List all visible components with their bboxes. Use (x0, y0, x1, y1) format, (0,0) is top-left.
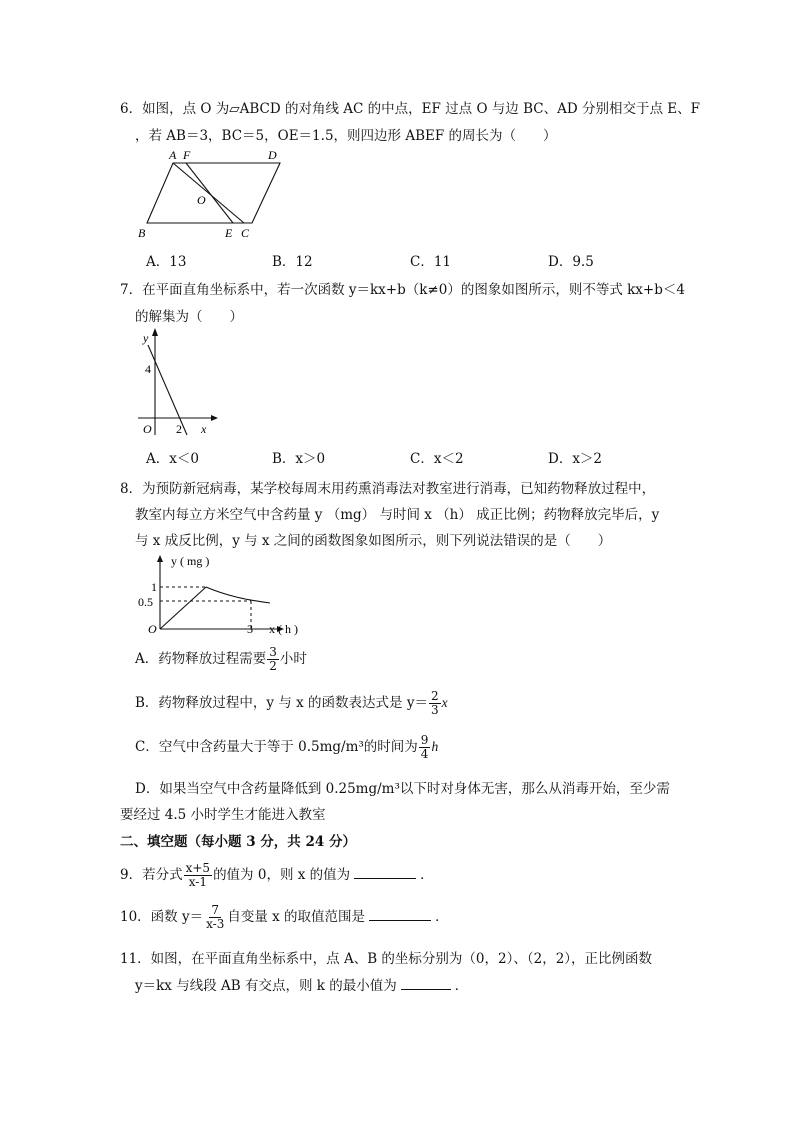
q6-parallelogram-figure (135, 145, 295, 245)
fraction-numerator: 2 (430, 689, 439, 703)
parallelogram-abcd (147, 163, 280, 223)
tick-1-label: 1 (151, 580, 157, 594)
q8-option-a-text: A．药物释放过程需要 (135, 651, 267, 667)
label-f: F (183, 148, 191, 162)
q8-option-a-fraction (267, 646, 279, 673)
q8-option-b (135, 690, 448, 717)
q10-text: 10．函数 y＝ (120, 909, 204, 925)
label-d: D (268, 148, 277, 162)
q9-end: ． (420, 867, 434, 883)
diagonal-ac (173, 163, 244, 223)
q8-option-b-suffix: x (441, 695, 448, 710)
origin-label: O (148, 622, 157, 636)
q8-option-c-text: C．空气中含药量大于等于 0.5mg/m³的时间为 (135, 739, 418, 755)
q11-end: ． (454, 978, 469, 994)
origin-label: O (143, 422, 152, 436)
q7-option-c: C．x＜2 (410, 451, 464, 467)
q9-text: 9．若分式 (120, 867, 183, 883)
y-intercept-label: 4 (145, 362, 151, 376)
fraction-numerator: x+5 (185, 861, 211, 875)
label-b: B (138, 226, 146, 240)
y-axis-label: y (143, 331, 149, 345)
release-line (160, 587, 206, 629)
label-o: O (197, 193, 206, 207)
q9-text-2: 的值为 0，则 x 的值为 (213, 867, 351, 883)
y-axis-arrow (157, 555, 163, 562)
q8-option-d-line2: 要经过 4.5 小时学生才能进入教室 (120, 807, 326, 823)
q10-fraction (204, 904, 226, 931)
label-a: A (169, 148, 177, 162)
tick-3-label: 3 (247, 622, 253, 636)
x-axis-label: x (201, 422, 207, 436)
q11-line2 (135, 974, 468, 994)
fraction-numerator: 3 (269, 645, 277, 659)
x-axis-arrow (211, 415, 218, 421)
q6-option-b: B．12 (272, 254, 313, 270)
q7-option-b: B．x＞0 (272, 451, 326, 467)
q8-line3: 与 x 成反比例，y 与 x 之间的函数图象如图所示，则下列说法错误的是（ ） (135, 533, 612, 549)
q8-option-a (135, 646, 307, 673)
q7-graph-figure (135, 325, 220, 440)
fraction-denominator: 3 (430, 703, 439, 717)
q8-option-a-suffix: 小时 (279, 651, 307, 667)
q8-option-d-line1: D．如果当空气中含药量降低到 0.25mg/m³以下时对身体无害，那么从消毒开始，至少需 (135, 781, 670, 797)
x-axis-label: x ( h ) (269, 622, 298, 636)
fraction-denominator: 2 (269, 659, 277, 673)
tick-05-label: 0.5 (138, 595, 153, 609)
q8-option-c-suffix: h (431, 739, 439, 754)
q11-answer-blank[interactable] (401, 975, 451, 990)
q7-option-d: D．x＞2 (548, 451, 603, 467)
q9-answer-blank[interactable] (354, 864, 416, 879)
q6-line1: 6．如图，点 O 为▱ABCD 的对角线 AC 的中点，EF 过点 O 与边 BC、AD 分别相交于点 E、F (120, 101, 700, 117)
q6-option-c: C．11 (410, 254, 452, 270)
fraction-denominator: 4 (420, 747, 429, 761)
q10 (120, 904, 449, 931)
q7-line1: 7．在平面直角坐标系中，若一次函数 y＝kx+b（k≠0）的图象如图所示，则不等式 kx+b＜4 (120, 282, 685, 298)
q8-line2: 教室内每立方米空气中含药量 y （mg） 与时间 x （h） 成正比例；药物释放完毕后，y (135, 507, 660, 523)
q8-option-b-text: B．药物释放过程中，y 与 x 的函数表达式是 y＝ (135, 695, 428, 711)
q10-end: ． (435, 909, 449, 925)
label-e: E (225, 226, 233, 240)
q8-option-b-fraction (429, 690, 441, 717)
q11-line1: 11．如图，在平面直角坐标系中，点 A、B 的坐标分别为（0，2）、（2，2），正比例函数 (120, 951, 653, 967)
y-axis-label: y ( mg ) (171, 554, 210, 568)
q8-option-c (135, 734, 438, 761)
q6-option-d: D．9.5 (548, 254, 594, 270)
q8-graph-figure (135, 550, 315, 642)
fraction-denominator: x-3 (206, 917, 225, 931)
label-c: C (241, 226, 250, 240)
fraction-numerator: 7 (211, 903, 220, 917)
q8-option-c-fraction (419, 734, 431, 761)
y-axis-arrow (152, 328, 158, 336)
q10-text-2: 自变量 x 的取值范围是 (227, 909, 366, 925)
q10-answer-blank[interactable] (369, 906, 431, 921)
fraction-denominator: x-1 (188, 875, 207, 889)
q9 (120, 862, 434, 889)
q7-line2: 的解集为（ ） (135, 309, 243, 325)
q11-text: y＝kx 与线段 AB 有交点，则 k 的最小值为 (135, 978, 397, 994)
q8-line1: 8．为预防新冠病毒，某学校每周末用药熏消毒法对教室进行消毒，已知药物释放过程中， (120, 481, 656, 497)
q6-option-a: A．13 (146, 254, 187, 270)
segment-ef (186, 163, 233, 223)
q9-fraction (184, 862, 212, 889)
x-intercept-label: 2 (176, 422, 182, 436)
fraction-numerator: 9 (420, 733, 429, 747)
section-2-title: 二、填空题（每小题 3 分，共 24 分） (120, 834, 356, 850)
q7-option-a: A．x＜0 (146, 451, 199, 467)
q6-line2: ，若 AB＝3，BC＝5，OE＝1.5，则四边形 ABEF 的周长为（ ） (135, 128, 557, 144)
